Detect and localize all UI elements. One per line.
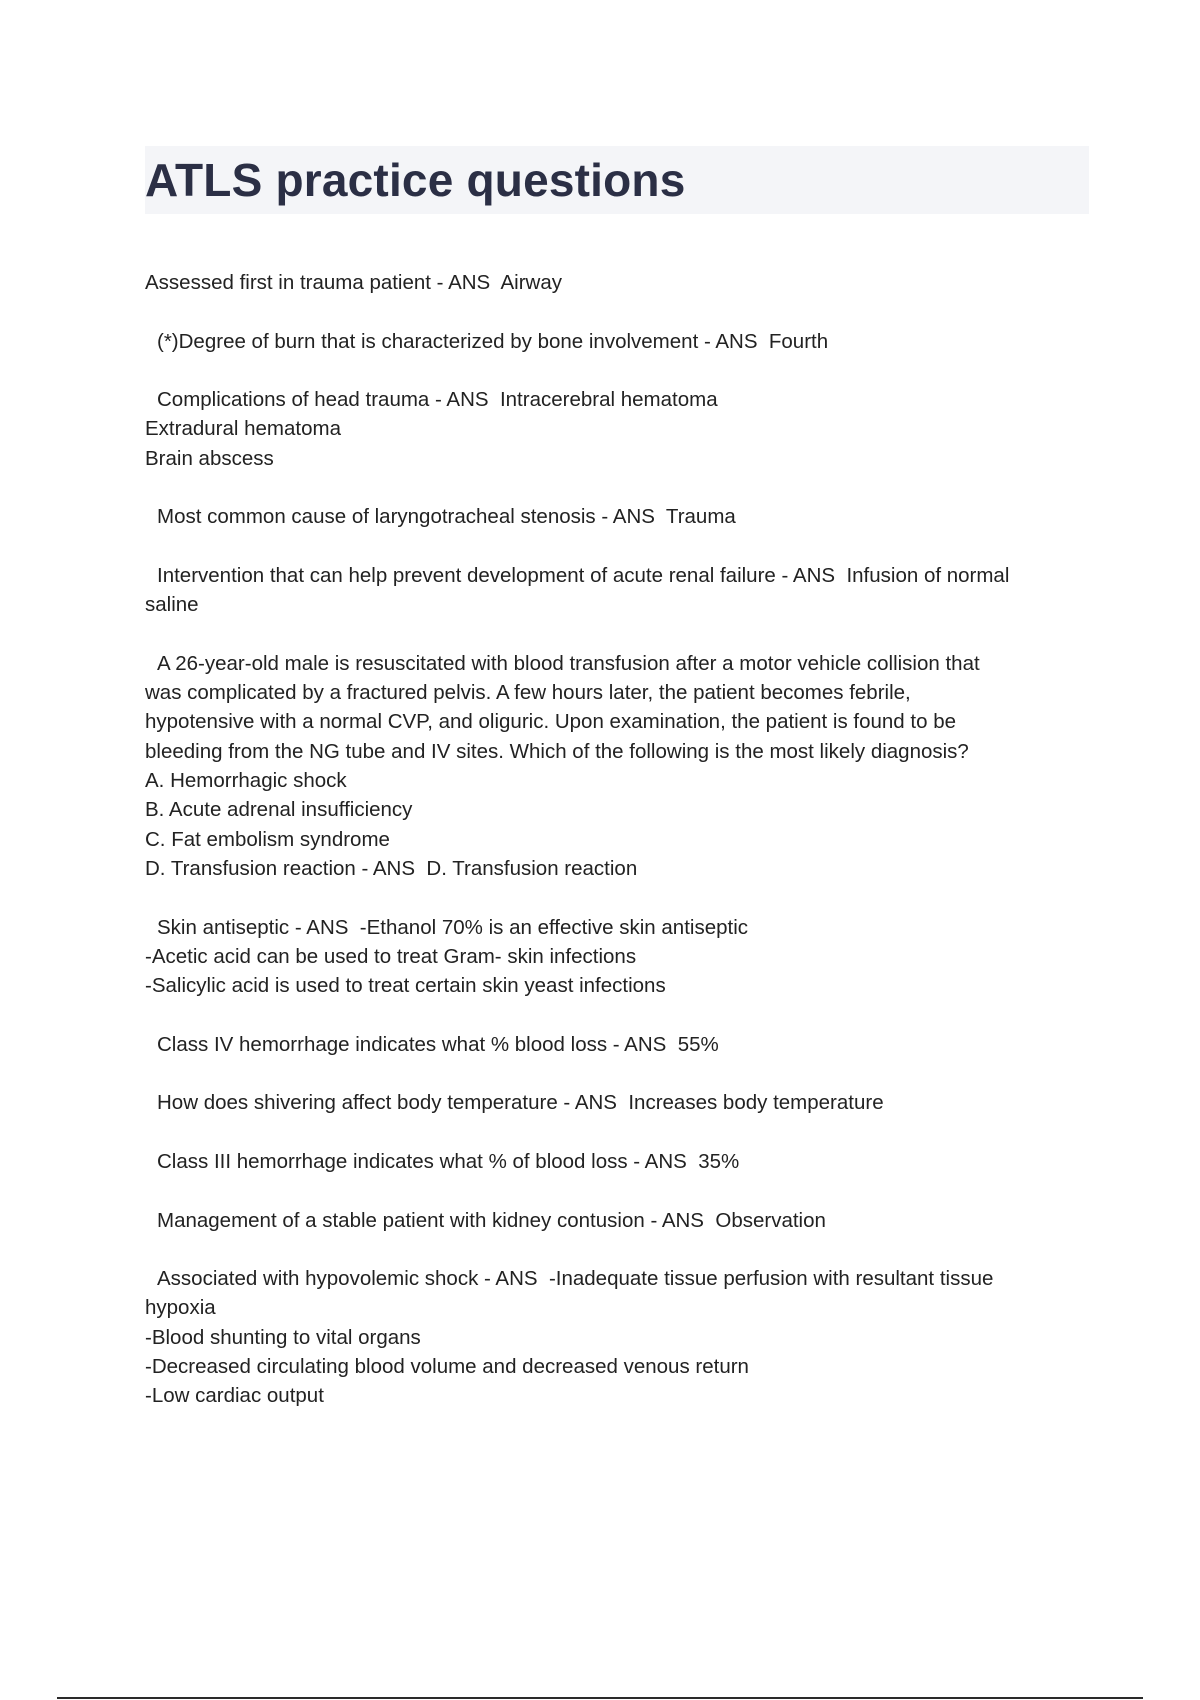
qa-item [145,1088,1090,1117]
qa-item-line: Brain abscess [145,446,274,470]
qa-item-line: Associated with hypovolemic shock - ANS -Inadequate tissue perfusion with resultant tissue [157,1267,994,1291]
qa-item [145,913,1090,1001]
qa-list [145,268,1090,1440]
qa-item-line: saline [145,593,199,617]
qa-item [145,502,1090,531]
qa-item-line: (*)Degree of burn that is characterized by bone involvement - ANS Fourth [157,329,829,353]
qa-item-line: Complications of head trauma - ANS Intracerebral hematoma [157,388,718,412]
qa-item-line: Management of a stable patient with kidney contusion - ANS Observation [157,1208,826,1232]
qa-item-line: C. Fat embolism syndrome [145,827,390,851]
qa-item-line: Intervention that can help prevent development of acute renal failure - ANS Infusion of normal [157,563,1010,587]
qa-item-line: hypoxia [145,1296,216,1320]
qa-item-line: How does shivering affect body temperature - ANS Increases body temperature [157,1091,884,1115]
qa-item [145,1030,1090,1059]
qa-item [145,561,1090,620]
qa-item [145,385,1090,473]
qa-item [145,1206,1090,1235]
qa-item-line: was complicated by a fractured pelvis. A few hours later, the patient becomes febrile, [145,681,911,705]
qa-item [145,327,1090,356]
title-banner [145,146,1089,214]
qa-item-line: B. Acute adrenal insufficiency [145,798,413,822]
qa-item [145,649,1090,883]
qa-item-line: -Low cardiac output [145,1384,324,1408]
qa-item-line: Assessed first in trauma patient - ANS Airway [145,271,562,294]
qa-item-line: -Decreased circulating blood volume and decreased venous return [145,1354,749,1378]
qa-item-line: A. Hemorrhagic shock [145,769,347,793]
qa-item-line: Most common cause of laryngotracheal stenosis - ANS Trauma [157,505,736,529]
qa-item-line: hypotensive with a normal CVP, and oliguric. Upon examination, the patient is found to be [145,710,957,734]
qa-item [145,1147,1090,1176]
qa-item-line: Class III hemorrhage indicates what % of blood loss - ANS 35% [157,1149,740,1173]
footer-divider [57,1697,1143,1699]
qa-item-line: -Acetic acid can be used to treat Gram- skin infections [145,944,637,968]
qa-item-line: D. Transfusion reaction - ANS D. Transfusion reaction [145,856,638,880]
qa-item-line: Class IV hemorrhage indicates what % blood loss - ANS 55% [157,1032,719,1056]
qa-item-line: -Salicylic acid is used to treat certain skin yeast infections [145,974,666,998]
qa-item-line: Extradural hematoma [145,417,341,441]
qa-item [145,1264,1090,1410]
qa-item [145,268,1090,297]
qa-item-line: bleeding from the NG tube and IV sites. Which of the following is the most likely diagnosis? [145,739,969,763]
qa-item-line: Skin antiseptic - ANS -Ethanol 70% is an effective skin antiseptic [157,915,749,939]
page-title: ATLS practice questions [145,154,686,206]
qa-item-line: -Blood shunting to vital organs [145,1325,421,1349]
qa-item-line: A 26-year-old male is resuscitated with blood transfusion after a motor vehicle collision that [157,651,980,675]
